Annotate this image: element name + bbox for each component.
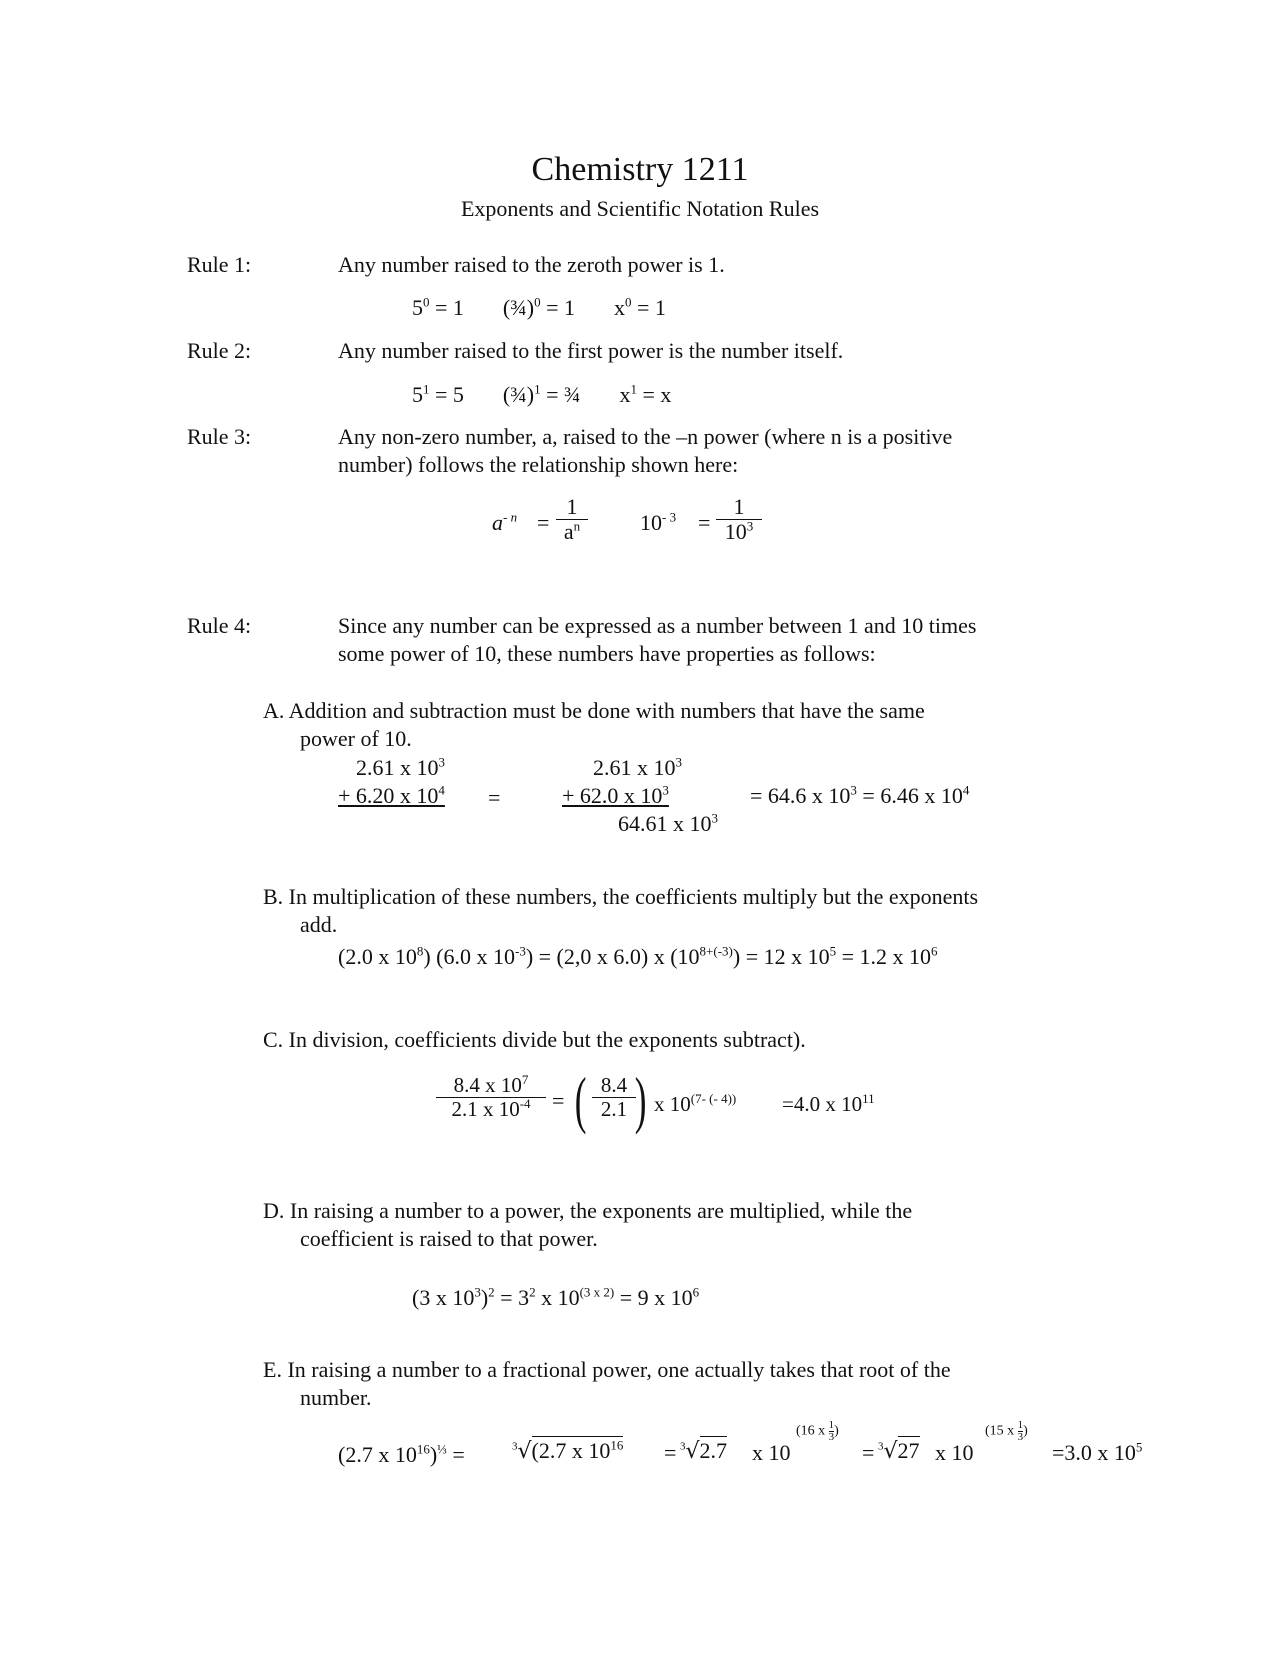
section-d-equation: (3 x $10^3)^2 = 3^2$ x $10^{(3 x 2)} = 9$ x $10^6$ (412, 1284, 700, 1310)
rule3-f1-base: $a^{- n}$ (492, 509, 518, 535)
section-e-power2: x 10 (935, 1440, 974, 1465)
section-e-power1: x 10 (752, 1440, 791, 1465)
radical-icon: √ (685, 1439, 700, 1464)
section-d-line2: coefficient is raised to that power. (300, 1226, 598, 1251)
rule1-text: Any number raised to the zeroth power is 1. (338, 252, 725, 277)
section-d-line1: D. In raising a number to a power, the exponents are multiplied, while the (263, 1198, 913, 1223)
section-e-result: =3.0 x $10^5$ (1052, 1439, 1143, 1465)
section-a-term4: + 62.0 x $10^3$ (562, 782, 669, 808)
rule4-text-line1: Since any number can be expressed as a number between 1 and 10 times (338, 613, 977, 638)
rule3-f1-eq: = (537, 510, 550, 535)
section-e-power2-exp: (15 x $\frac{1}{3}$ ) (985, 1419, 1028, 1443)
rule1-ex1: $5^0 = 1$ (412, 294, 464, 320)
section-c-right-paren: ) (634, 1064, 647, 1135)
section-b-equation: (2.0 x $10^8$) (6.0 x $10^{-3}) = (2,0$ x 6.0) x $(10^{8+(-3)}) = 12$ x $10^5 = 1.2$ x $10^6$ (338, 943, 938, 969)
page-title: Chemistry 1211 (531, 151, 749, 188)
section-a-sum: 64.61 x $10^3$ (618, 810, 718, 836)
section-e-lhs: (2.7 x $10^{16})^{\frac{1}{3}}$ = (338, 1441, 465, 1467)
section-c-result: =4.0 x $10^{11}$ (782, 1091, 875, 1116)
rule3-text-line2: number) follows the relationship shown here: (338, 452, 739, 477)
section-c-middle: x $10^{(7- (- 4))}$ (654, 1091, 737, 1116)
section-c-eq1: = (552, 1088, 565, 1113)
rule1-ex2: (¾)$^0$ = 1 (502, 294, 575, 320)
section-c-line1: C. In division, coefficients divide but the exponents subtract). (263, 1027, 806, 1052)
section-e-eq2: = (862, 1440, 875, 1465)
rule3-f2-base: $10^{- 3}$ (640, 509, 677, 535)
rule1-examples (412, 295, 666, 320)
section-a-result: = 64.6 x $10^3 = 6.46$ x $10^4$ (750, 782, 970, 808)
radical-icon: √ (517, 1439, 532, 1464)
section-b-line1: B. In multiplication of these numbers, the coefficients multiply but the exponents (263, 884, 979, 909)
section-b-line2: add. (300, 912, 338, 937)
rule3-text-line1: Any non-zero number, a, raised to the –n power (where n is a positive (338, 424, 953, 449)
rule3-label: Rule 3: (187, 424, 252, 449)
section-a-term2: + 6.20 x $10^4$ (338, 782, 445, 808)
section-e-line2: number. (300, 1385, 372, 1410)
section-e-root1: $^3$√(2.7 x $10^{16}$ (512, 1437, 624, 1464)
radical-icon: √ (883, 1439, 898, 1464)
section-c-paren-fraction: $\frac{8.4}{2.1}$ (592, 1074, 636, 1121)
rule3-f2-eq: = (698, 510, 711, 535)
rule2-ex1: $5^1 = 5$ (412, 381, 464, 407)
rule2-text: Any number raised to the first power is the number itself. (338, 338, 844, 363)
rule1-ex3: $x^0 = 1$ (614, 294, 666, 320)
rule3-f1-fraction: $\frac{1}{a^n}$ (556, 495, 588, 544)
section-a-line1: A. Addition and subtraction must be done with numbers that have the same (263, 698, 925, 723)
section-a-eq: = (488, 785, 501, 810)
section-a-line2: power of 10. (300, 726, 412, 751)
rule4-text-line2: some power of 10, these numbers have properties as follows: (338, 641, 876, 666)
section-c-left-paren: ( (574, 1064, 587, 1135)
section-a-term1: 2.61 x $10^3$ (356, 754, 445, 780)
section-e-root3: $^3$√27 (878, 1438, 920, 1464)
section-e-power1-exp: (16 x $\frac{1}{3}$ ) (796, 1419, 839, 1443)
rule2-ex3: $x^1 = x$ (619, 381, 672, 407)
page-subtitle: Exponents and Scientific Notation Rules (460, 196, 820, 221)
rule2-examples (412, 382, 671, 407)
section-c-fraction: $\frac{8.4 x 10^7}{2.1 x 10^{-4}}$ (436, 1074, 546, 1121)
section-e-root2: $^3$√2.7 (680, 1438, 728, 1464)
rule4-label: Rule 4: (187, 613, 252, 638)
section-a-term3: 2.61 x $10^3$ (593, 754, 682, 780)
rule2-label: Rule 2: (187, 338, 252, 363)
rule2-ex2: (¾)$^1$ = ¾ (502, 381, 581, 407)
rule3-f2-fraction: $\frac{1}{10^3}$ (716, 495, 762, 544)
section-e-line1: E. In raising a number to a fractional power, one actually takes that root of the (263, 1357, 951, 1382)
section-e-eq1: = (664, 1440, 677, 1465)
rule1-label: Rule 1: (187, 252, 252, 277)
